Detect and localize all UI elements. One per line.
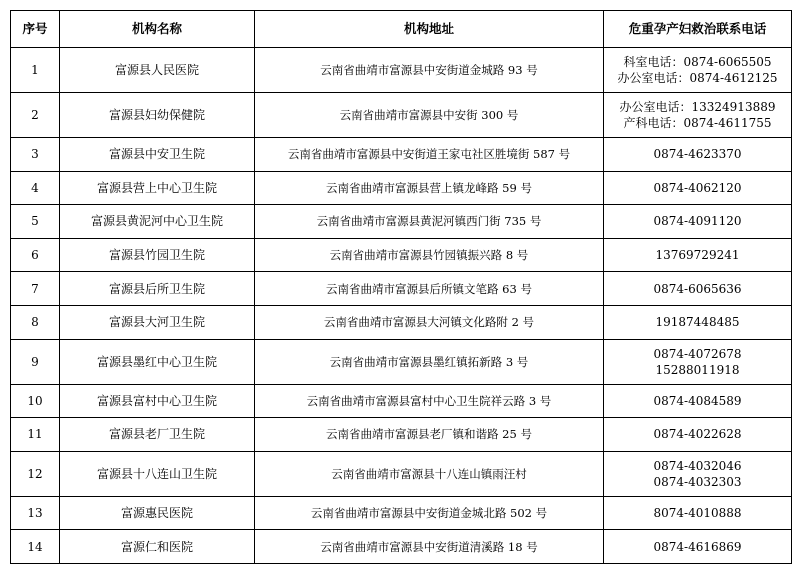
cell-institution-address: 云南省曲靖市富源县大河镇文化路附 2 号 xyxy=(255,305,604,339)
table-row xyxy=(11,418,792,452)
phone-line: 15288011918 xyxy=(655,362,740,377)
cell-institution-address: 云南省曲靖市富源县营上镇龙峰路 59 号 xyxy=(255,171,604,205)
cell-phone xyxy=(604,272,792,306)
cell-seq: 3 xyxy=(11,138,60,172)
table-row xyxy=(11,339,792,384)
document-page xyxy=(10,10,791,564)
table-row xyxy=(11,496,792,530)
cell-institution-address: 云南省曲靖市富源县中安街道金城路 93 号 xyxy=(255,48,604,93)
cell-seq: 11 xyxy=(11,418,60,452)
cell-institution-name: 富源县富村中心卫生院 xyxy=(60,384,255,418)
table-row xyxy=(11,138,792,172)
header-phone: 危重孕产妇救治联系电话 xyxy=(604,11,792,48)
cell-phone xyxy=(604,496,792,530)
cell-seq: 2 xyxy=(11,93,60,138)
cell-institution-address: 云南省曲靖市富源县黄泥河镇西门街 735 号 xyxy=(255,205,604,239)
table-row xyxy=(11,93,792,138)
cell-phone xyxy=(604,339,792,384)
cell-phone xyxy=(604,530,792,564)
cell-institution-address: 云南省曲靖市富源县竹园镇振兴路 8 号 xyxy=(255,238,604,272)
cell-institution-name: 富源县竹园卫生院 xyxy=(60,238,255,272)
cell-institution-name: 富源县十八连山卫生院 xyxy=(60,451,255,496)
cell-seq: 1 xyxy=(11,48,60,93)
cell-seq: 9 xyxy=(11,339,60,384)
phone-line: 13769729241 xyxy=(655,248,740,263)
cell-institution-address: 云南省曲靖市富源县十八连山镇雨汪村 xyxy=(255,451,604,496)
cell-institution-name: 富源县中安卫生院 xyxy=(60,138,255,172)
cell-institution-name: 富源县老厂卫生院 xyxy=(60,418,255,452)
table-row xyxy=(11,384,792,418)
phone-line: 0874-4032303 xyxy=(653,474,742,489)
table-row xyxy=(11,272,792,306)
phone-line: 0874-4062120 xyxy=(653,180,742,195)
phone-line: 0874-4072678 xyxy=(653,346,742,361)
cell-institution-name: 富源仁和医院 xyxy=(60,530,255,564)
table-row xyxy=(11,171,792,205)
phone-line: 0874-4032046 xyxy=(653,458,742,473)
cell-seq: 10 xyxy=(11,384,60,418)
header-address: 机构地址 xyxy=(255,11,604,48)
cell-institution-name: 富源惠民医院 xyxy=(60,496,255,530)
cell-seq: 13 xyxy=(11,496,60,530)
cell-seq: 4 xyxy=(11,171,60,205)
cell-institution-address: 云南省曲靖市富源县中安街道金城北路 502 号 xyxy=(255,496,604,530)
cell-seq: 12 xyxy=(11,451,60,496)
phone-line: 0874-6065636 xyxy=(653,281,742,296)
table-row xyxy=(11,305,792,339)
cell-institution-address: 云南省曲靖市富源县中安街道清溪路 18 号 xyxy=(255,530,604,564)
phone-line: 产科电话：0874-4611755 xyxy=(623,116,772,130)
header-name: 机构名称 xyxy=(60,11,255,48)
header-seq: 序号 xyxy=(11,11,60,48)
cell-phone xyxy=(604,205,792,239)
cell-seq: 6 xyxy=(11,238,60,272)
phone-line: 办公室电话：13324913889 xyxy=(619,100,776,114)
cell-institution-address: 云南省曲靖市富源县中安街道王家屯社区胜境街 587 号 xyxy=(255,138,604,172)
table-row xyxy=(11,530,792,564)
cell-institution-address: 云南省曲靖市富源县后所镇文笔路 63 号 xyxy=(255,272,604,306)
phone-line: 0874-4091120 xyxy=(653,214,742,229)
phone-line: 0874-4084589 xyxy=(653,393,742,408)
phone-line: 0874-4022628 xyxy=(653,427,742,442)
cell-institution-address: 云南省曲靖市富源县中安街 300 号 xyxy=(255,93,604,138)
cell-institution-name: 富源县墨红中心卫生院 xyxy=(60,339,255,384)
cell-institution-address: 云南省曲靖市富源县墨红镇拓新路 3 号 xyxy=(255,339,604,384)
cell-institution-name: 富源县黄泥河中心卫生院 xyxy=(60,205,255,239)
table-row xyxy=(11,238,792,272)
cell-phone xyxy=(604,138,792,172)
cell-seq: 8 xyxy=(11,305,60,339)
cell-phone xyxy=(604,305,792,339)
cell-institution-name: 富源县营上中心卫生院 xyxy=(60,171,255,205)
cell-phone xyxy=(604,48,792,93)
cell-phone xyxy=(604,451,792,496)
cell-phone xyxy=(604,384,792,418)
cell-seq: 7 xyxy=(11,272,60,306)
table-body xyxy=(11,48,792,564)
cell-phone xyxy=(604,238,792,272)
phone-line: 科室电话：0874-6065505 xyxy=(623,55,772,69)
cell-institution-name: 富源县人民医院 xyxy=(60,48,255,93)
table-header-row xyxy=(11,11,792,48)
cell-institution-name: 富源县妇幼保健院 xyxy=(60,93,255,138)
cell-institution-address: 云南省曲靖市富源县富村中心卫生院祥云路 3 号 xyxy=(255,384,604,418)
cell-seq: 5 xyxy=(11,205,60,239)
phone-line: 0874-4623370 xyxy=(653,147,742,162)
table-row xyxy=(11,205,792,239)
cell-phone xyxy=(604,93,792,138)
phone-line: 办公室电话：0874-4612125 xyxy=(617,71,778,85)
phone-line: 8074-4010888 xyxy=(653,506,742,521)
cell-seq: 14 xyxy=(11,530,60,564)
cell-institution-address: 云南省曲靖市富源县老厂镇和谐路 25 号 xyxy=(255,418,604,452)
cell-institution-name: 富源县大河卫生院 xyxy=(60,305,255,339)
phone-line: 0874-4616869 xyxy=(653,539,742,554)
cell-phone xyxy=(604,171,792,205)
phone-line: 19187448485 xyxy=(655,315,740,330)
cell-institution-name: 富源县后所卫生院 xyxy=(60,272,255,306)
table-row xyxy=(11,48,792,93)
institution-table xyxy=(10,10,792,564)
table-row xyxy=(11,451,792,496)
cell-phone xyxy=(604,418,792,452)
